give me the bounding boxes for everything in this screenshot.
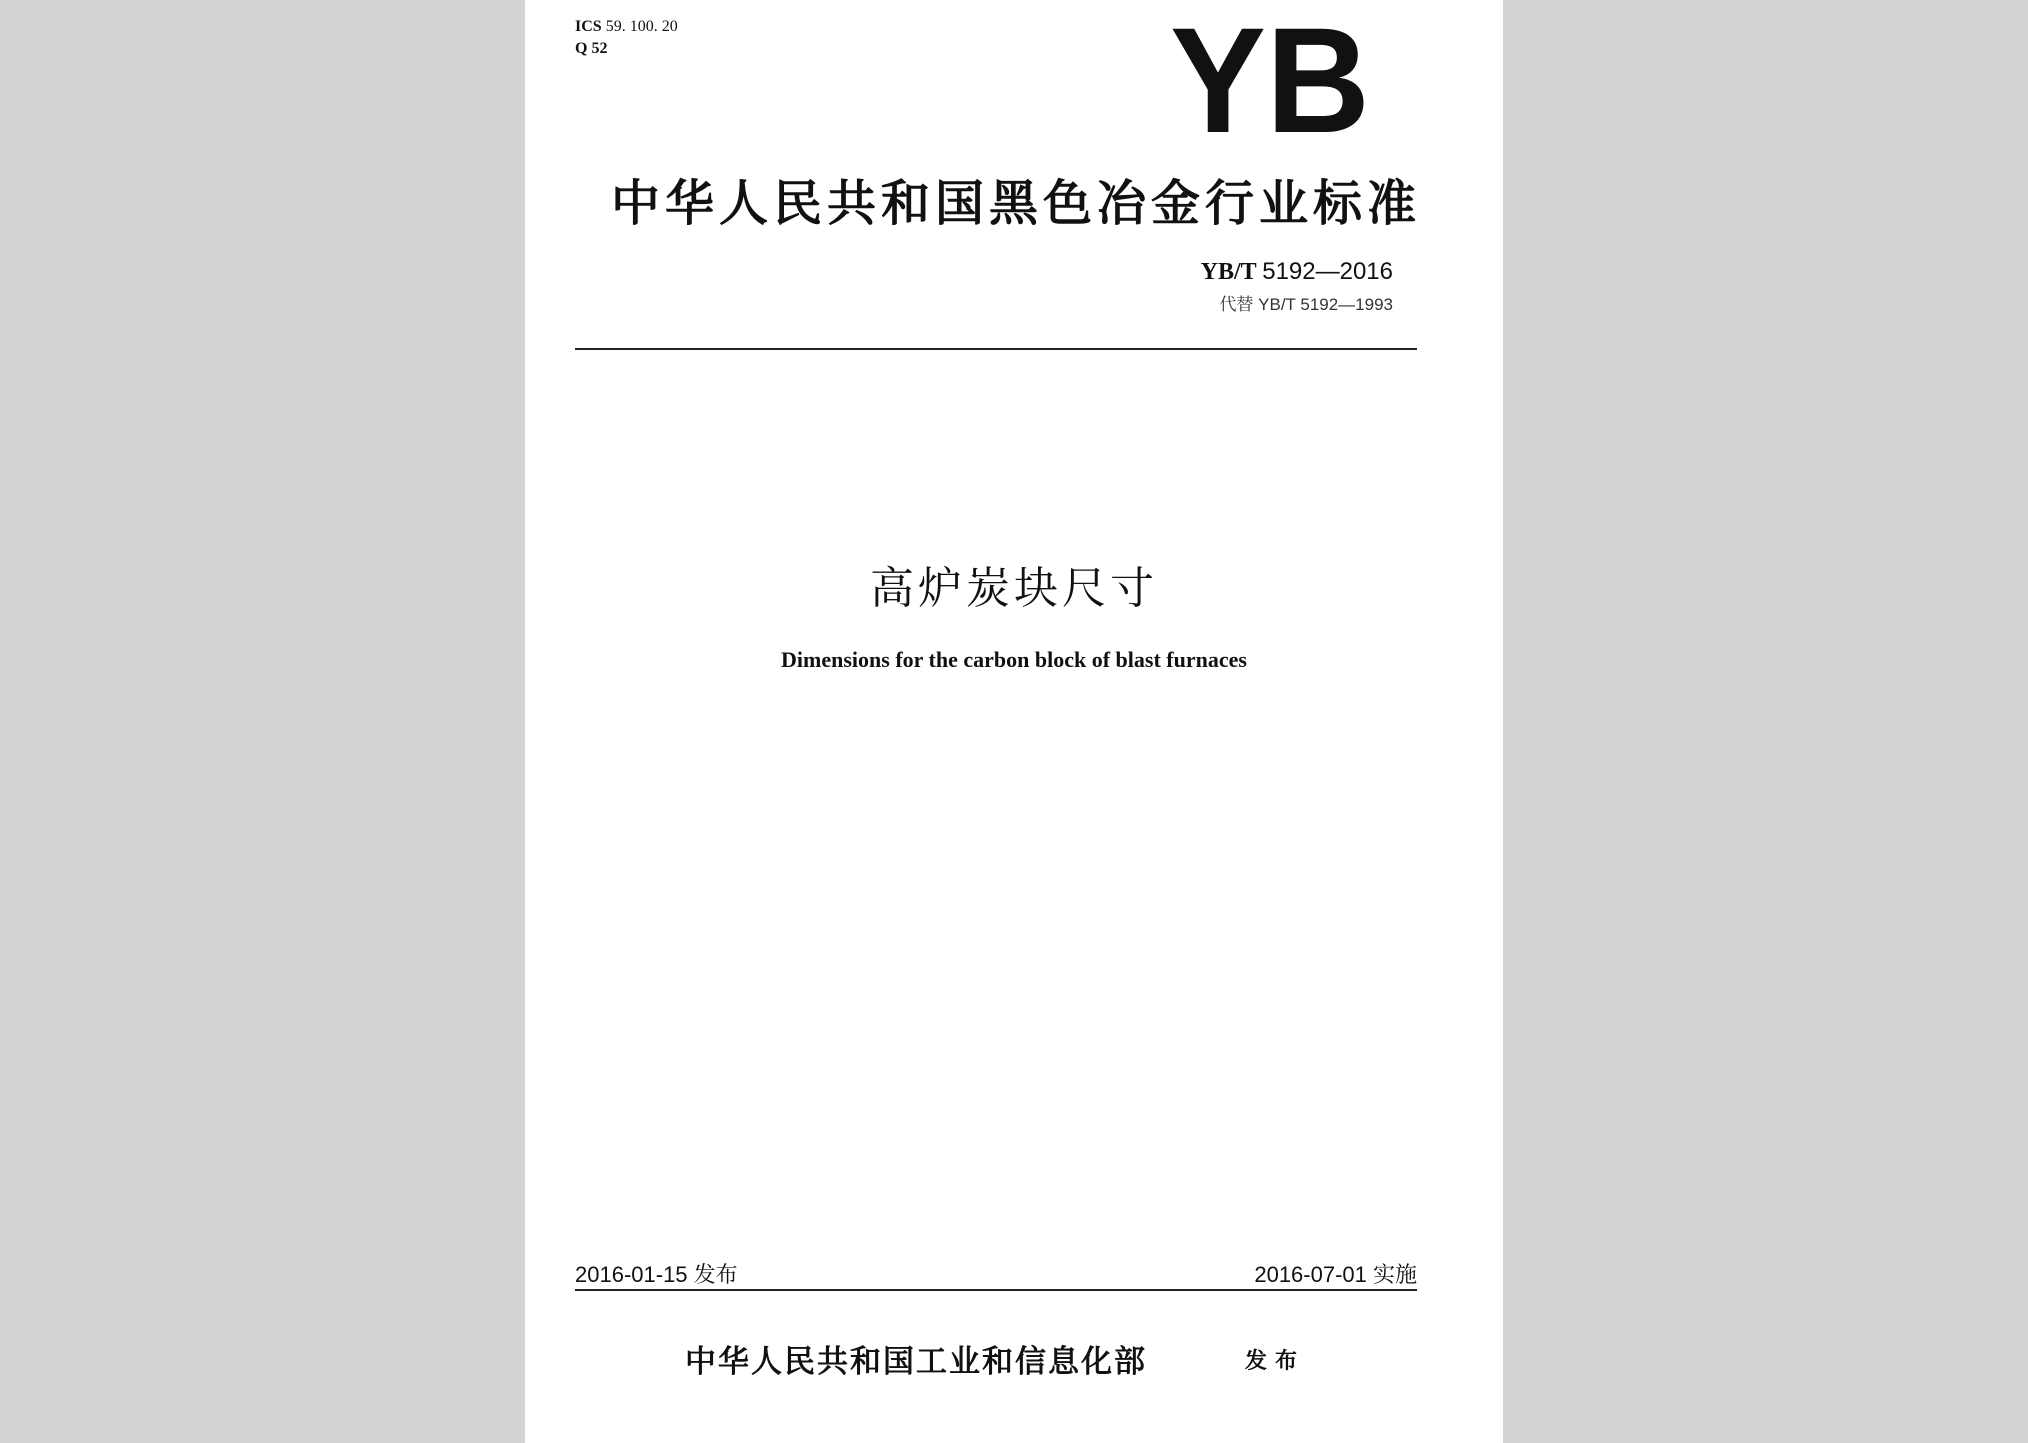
issue-label: 发布 (1245, 1348, 1306, 1374)
document-title-english: Dimensions for the carbon block of blast furnaces (781, 647, 1247, 672)
implementation-date: 2016-07-01 实施 (1254, 1262, 1417, 1287)
replaces-standard: 代替 YB/T 5192—1993 (1219, 295, 1393, 314)
footer-divider (575, 1289, 1417, 1291)
publish-date: 2016-01-15 发布 (575, 1262, 738, 1287)
ics-label: ICS (575, 18, 602, 35)
ccs-code: Q 52 (575, 40, 608, 57)
ics-value: 59. 100. 20 (605, 18, 678, 35)
document-title-chinese: 高炉炭块尺寸 (870, 563, 1158, 614)
document-page (525, 0, 1503, 1443)
issuing-authority: 中华人民共和国工业和信息化部 (685, 1344, 1147, 1380)
standard-number-prefix: YB/T (1200, 259, 1257, 285)
standard-number (1201, 258, 1393, 286)
yb-logo-text: YB (1170, 12, 1370, 140)
classification-codes (575, 16, 678, 60)
ics-code (575, 16, 678, 38)
yb-logo (1165, 12, 1375, 140)
header-divider (575, 348, 1417, 350)
standard-category-title: 中华人民共和国黑色冶金行业标准 (610, 175, 1421, 232)
standard-number-value: 5192—2016 (1262, 258, 1393, 285)
